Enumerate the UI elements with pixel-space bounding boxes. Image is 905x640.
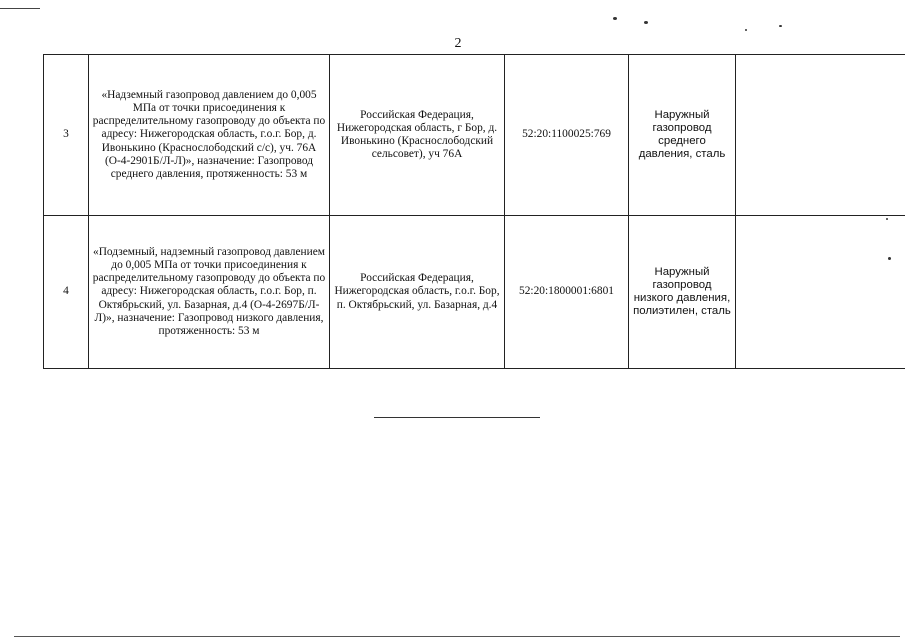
address: Российская Федерация, Нижегородская область, г Бор, д. Ивонькино (Краснослободский сельсовет), уч 76А xyxy=(336,108,498,161)
table-row xyxy=(44,216,905,369)
scan-speck xyxy=(745,29,747,31)
bottom-edge-rule xyxy=(14,636,900,637)
scan-speck xyxy=(613,17,617,20)
document-table xyxy=(43,54,905,369)
cadastral-number: 52:20:1100025:769 xyxy=(522,128,611,141)
page-number: 2 xyxy=(454,36,462,51)
pipeline-type-cell xyxy=(629,216,736,369)
row-number: 4 xyxy=(63,285,69,298)
object-description: «Подземный, надземный газопровод давлением до 0,005 МПа от точки присоединения к распределительному газопроводу до объекта по адресу: Нижегородская область, г.о.г. Бор, п. Октябрьский, ул. Базарная, д.4 (О-4-2697Б/Л-Л)», назначение: Газопровод низкого давления, протяженность: 53 м xyxy=(92,245,326,337)
pipeline-type: Наружный газопровод среднего давления, сталь xyxy=(638,108,726,161)
address-cell xyxy=(330,55,505,216)
row-number-cell xyxy=(44,216,89,369)
top-edge-rule xyxy=(0,8,40,9)
empty-cell xyxy=(736,55,905,216)
row-number: 3 xyxy=(63,128,69,141)
row-number-cell xyxy=(44,55,89,216)
address: Российская Федерация, Нижегородская область, г.о.г. Бор, п. Октябрьский, ул. Базарная, д.4 xyxy=(334,272,500,311)
table-row xyxy=(44,55,905,216)
object-description-cell xyxy=(89,216,330,369)
cadastral-number: 52:20:1800001:6801 xyxy=(519,285,614,298)
object-description-cell xyxy=(89,55,330,216)
scan-speck xyxy=(644,21,648,24)
cadastral-number-cell xyxy=(505,216,629,369)
pipeline-type: Наружный газопровод низкого давления, полиэтилен, сталь xyxy=(633,265,731,318)
end-of-table-line xyxy=(374,417,540,418)
object-description: «Надземный газопровод давлением до 0,005 МПа от точки присоединения к распределительному газопроводу до объекта по адресу: Нижегородская область, г.о.г. Бор, д. Ивонькино (Краснослободский с/с), уч. 76А (О-4-2901Б/Л-Л)», назначение: Газопровод среднего давления, протяженность: 53 м xyxy=(92,88,326,180)
pipeline-type-cell xyxy=(629,55,736,216)
empty-cell xyxy=(736,216,905,369)
scan-speck xyxy=(779,25,782,27)
cadastral-number-cell xyxy=(505,55,629,216)
address-cell xyxy=(330,216,505,369)
